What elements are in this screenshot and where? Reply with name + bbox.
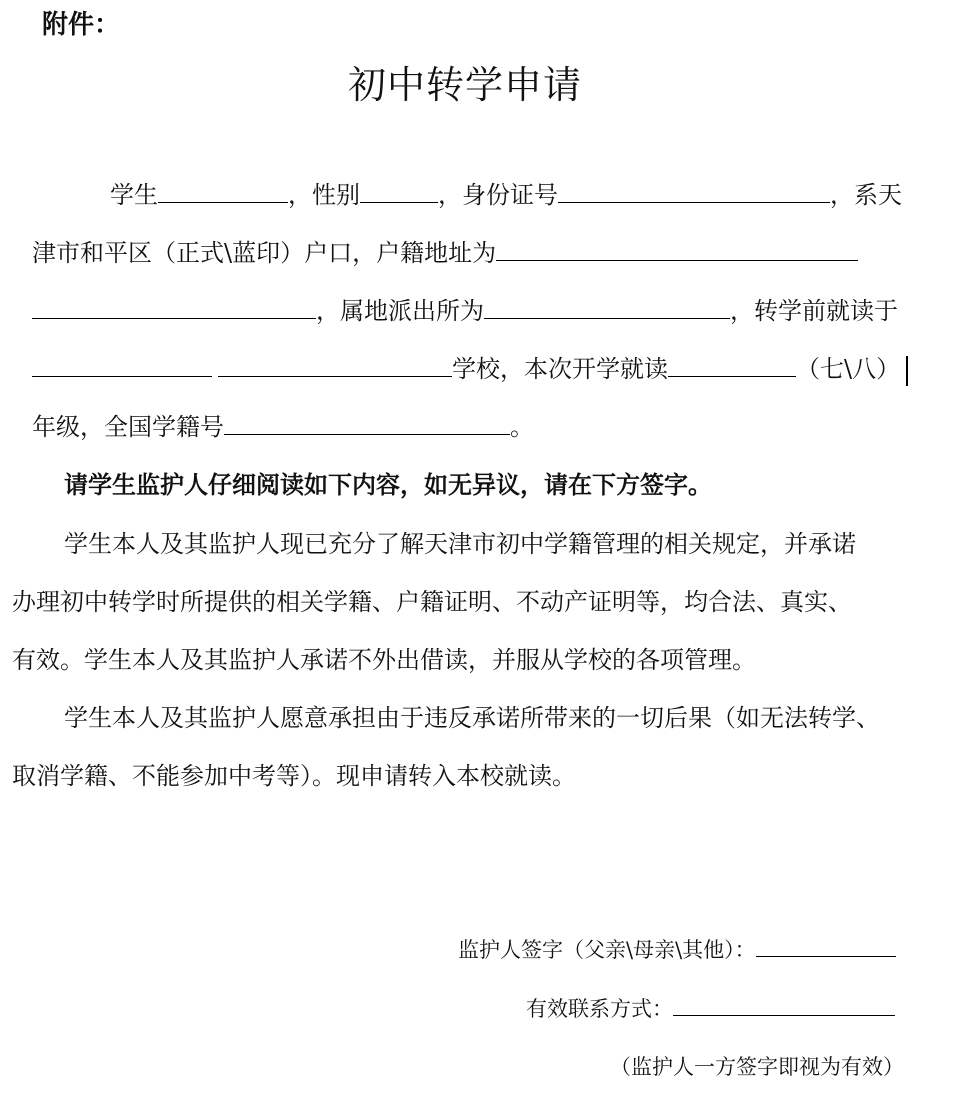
gender-field[interactable]: [360, 180, 438, 203]
id-number-field[interactable]: [558, 180, 830, 203]
paragraph-1-line-2: 办理初中转学时所提供的相关学籍、户籍证明、不动产证明等，均合法、真实、: [12, 588, 852, 616]
form-line-2: [32, 236, 858, 270]
page-title: 初中转学申请: [347, 63, 582, 107]
police-label: ，属地派出所为: [316, 297, 484, 325]
guardian-signature-line: [458, 935, 896, 965]
contact-label: 有效联系方式：: [526, 997, 673, 1021]
guardian-signature-label: 监护人签字（父亲\母亲\其他）：: [458, 938, 756, 962]
police-station-field[interactable]: [484, 296, 730, 319]
id-label: ，身份证号: [438, 181, 558, 209]
paragraph-1-line-3: 有效。学生本人及其监护人承诺不外出借读，并服从学校的各项管理。: [12, 646, 756, 674]
prev-school-field-1[interactable]: [32, 354, 212, 377]
grade-suffix: 年级，全国学籍号: [32, 413, 224, 441]
signature-note: （监护人一方签字即视为有效）: [610, 1055, 904, 1079]
form-line-1: [110, 178, 902, 212]
notice-bold: 请学生监护人仔细阅读如下内容，如无异议，请在下方签字。: [64, 470, 712, 499]
hukou-address-continued-field[interactable]: [32, 296, 316, 319]
student-label: 学生: [110, 181, 158, 209]
form-line-5: [32, 410, 534, 444]
grade-field[interactable]: [668, 354, 796, 377]
contact-field[interactable]: [673, 995, 895, 1016]
grade-options: （七\八）: [796, 355, 901, 383]
student-name-field[interactable]: [158, 180, 288, 203]
gender-label: ，性别: [288, 181, 360, 209]
student-registry-number-field[interactable]: [224, 412, 510, 435]
paragraph-2-line-2: 取消学籍、不能参加中考等）。现申请转入本校就读。: [12, 762, 576, 790]
attachment-label: 附件：: [42, 10, 121, 40]
paragraph-2-line-1: 学生本人及其监护人愿意承担由于违反承诺所带来的一切后果（如无法转学、: [64, 704, 880, 732]
hukou-prefix: ，系天: [830, 181, 902, 209]
contact-line: [526, 994, 895, 1024]
prev-school-field-2[interactable]: [218, 354, 452, 377]
form-period: 。: [510, 413, 534, 441]
school-suffix: 学校，本次开学就读: [452, 355, 668, 383]
hukou-text: 津市和平区（正式\蓝印）户口，户籍地址为: [32, 239, 497, 267]
text-cursor: [906, 356, 908, 386]
guardian-signature-field[interactable]: [756, 936, 896, 957]
paragraph-1-line-1: 学生本人及其监护人现已充分了解天津市初中学籍管理的相关规定，并承诺: [64, 530, 856, 558]
prev-school-label: ，转学前就读于: [730, 297, 898, 325]
form-line-4: [32, 352, 908, 386]
form-line-3: [32, 294, 898, 328]
hukou-address-field[interactable]: [496, 238, 858, 261]
